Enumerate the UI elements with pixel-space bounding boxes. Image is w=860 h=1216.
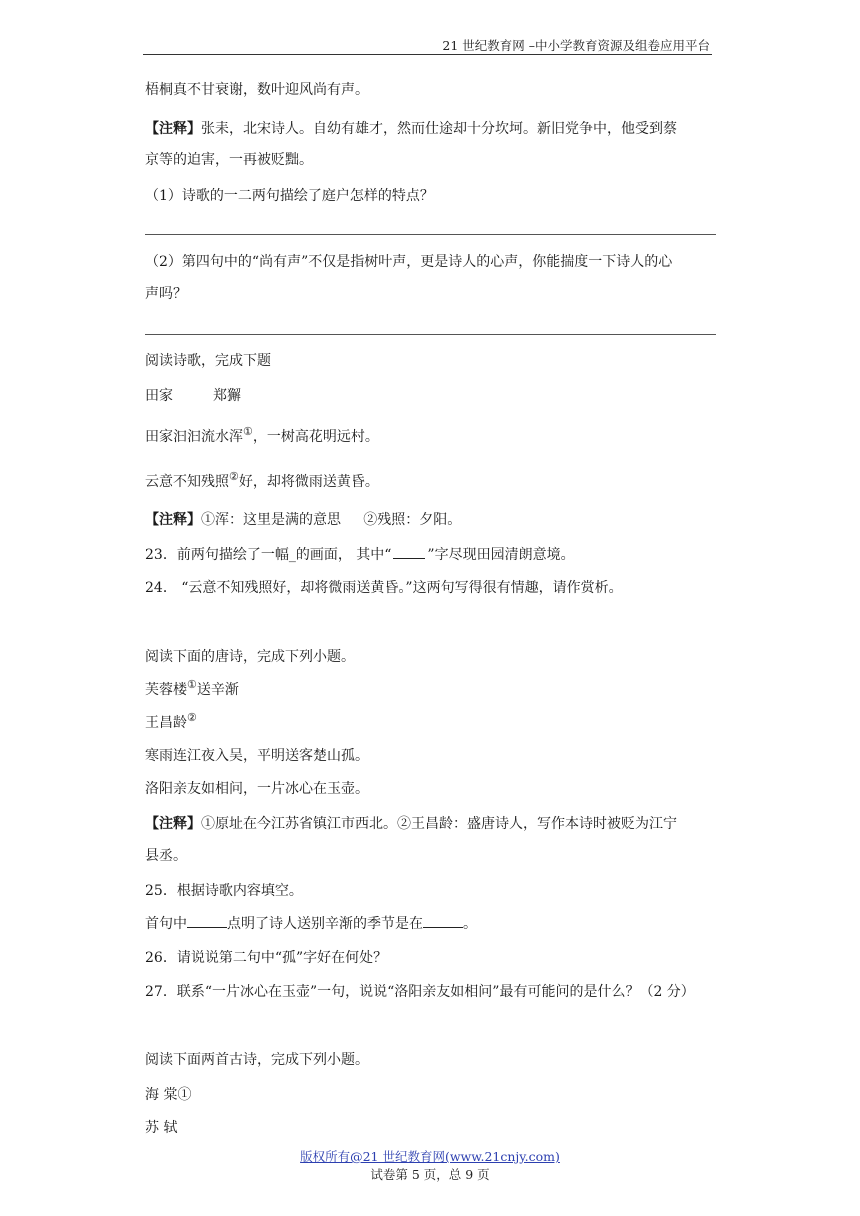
- note-prefix: 【注释】: [145, 121, 201, 137]
- question-2-cont: 声吗？: [145, 286, 187, 302]
- answer-line[interactable]: [145, 334, 716, 335]
- page-header: [143, 34, 712, 55]
- note-text: ①浑：这里是满的意思 ②残照：夕阳。: [201, 512, 462, 528]
- section-intro: 阅读诗歌，完成下题: [145, 353, 271, 369]
- question-2: （2）第四句中的“尚有声”不仅是指树叶声，更是诗人的心声，你能揣度一下诗人的心: [145, 254, 673, 270]
- fill-blank[interactable]: [187, 927, 227, 928]
- question-25: 25．根据诗歌内容填空。: [145, 883, 303, 899]
- note-line: 县丞。: [145, 848, 187, 864]
- poem-author: 郑獬: [213, 388, 241, 404]
- fill-blank[interactable]: [423, 927, 463, 928]
- page-number: 试卷第 5 页，总 9 页: [370, 1167, 490, 1182]
- poem-author: 苏 轼: [145, 1120, 178, 1136]
- footnote-mark: ①: [243, 425, 253, 438]
- note-line: [145, 814, 677, 834]
- header-text: 21 世纪教育网 –中小学教育资源及组卷应用平台: [442, 38, 710, 53]
- poem-title: 海 棠①: [145, 1087, 192, 1103]
- footnote-mark: ①: [187, 678, 197, 691]
- poem-line: 梧桐真不甘衰谢，数叶迎风尚有声。: [145, 82, 369, 98]
- note-text: ①原址在今江苏省镇江市西北。②王昌龄：盛唐诗人，写作本诗时被贬为江宁: [201, 816, 677, 832]
- poem-line: 洛阳亲友如相问，一片冰心在玉壶。: [145, 781, 369, 797]
- question-27: 27．联系“一片冰心在玉壶”一句，说说“洛阳亲友如相问”最有可能问的是什么？（2 分）: [145, 984, 695, 1000]
- poem-line: 云意不知残照②好，却将微雨送黄昏。: [145, 470, 379, 490]
- fill-blank[interactable]: [393, 558, 425, 559]
- question-25-fill: 首句中 点明了诗人送别辛渐的季节是在 。: [145, 916, 477, 932]
- footnote-mark: ②: [229, 470, 239, 483]
- copyright-link[interactable]: 版权所有@21 世纪教育网(www.21cnjy.com): [300, 1149, 560, 1164]
- poem-title: 田家: [145, 388, 173, 404]
- note-text: 张耒，北宋诗人。自幼有雄才，然而仕途却十分坎坷。新旧党争中，他受到蔡: [201, 121, 677, 137]
- note-prefix: 【注释】: [145, 816, 201, 832]
- question-26: 26．请说说第二句中“孤”字好在何处？: [145, 950, 388, 966]
- poem-title: 芙蓉楼①送辛渐: [145, 678, 239, 698]
- poem-line: 寒雨连江夜入吴，平明送客楚山孤。: [145, 748, 369, 764]
- section-intro: 阅读下面两首古诗，完成下列小题。: [145, 1052, 369, 1068]
- question-1: （1）诗歌的一二两句描绘了庭户怎样的特点？: [145, 188, 434, 204]
- answer-line[interactable]: [145, 234, 716, 235]
- poem-author: 王昌龄②: [145, 711, 197, 731]
- poem-title-line: [145, 386, 241, 406]
- question-24: 24． “云意不知残照好，却将微雨送黄昏。”这两句写得很有情趣，请作赏析。: [145, 580, 623, 596]
- section-intro: 阅读下面的唐诗，完成下列小题。: [145, 649, 355, 665]
- poem-line: 田家汩汩流水浑①，一树高花明远村。: [145, 425, 379, 445]
- question-23: 23．前两句描绘了一幅_的画面， 其中“ ”字尽现田园清朗意境。: [145, 547, 575, 563]
- note-line: [145, 510, 461, 530]
- note-prefix: 【注释】: [145, 512, 201, 528]
- footnote-mark: ②: [187, 711, 197, 724]
- note-line: 京等的迫害，一再被贬黜。: [145, 152, 313, 168]
- note-line: [145, 119, 677, 139]
